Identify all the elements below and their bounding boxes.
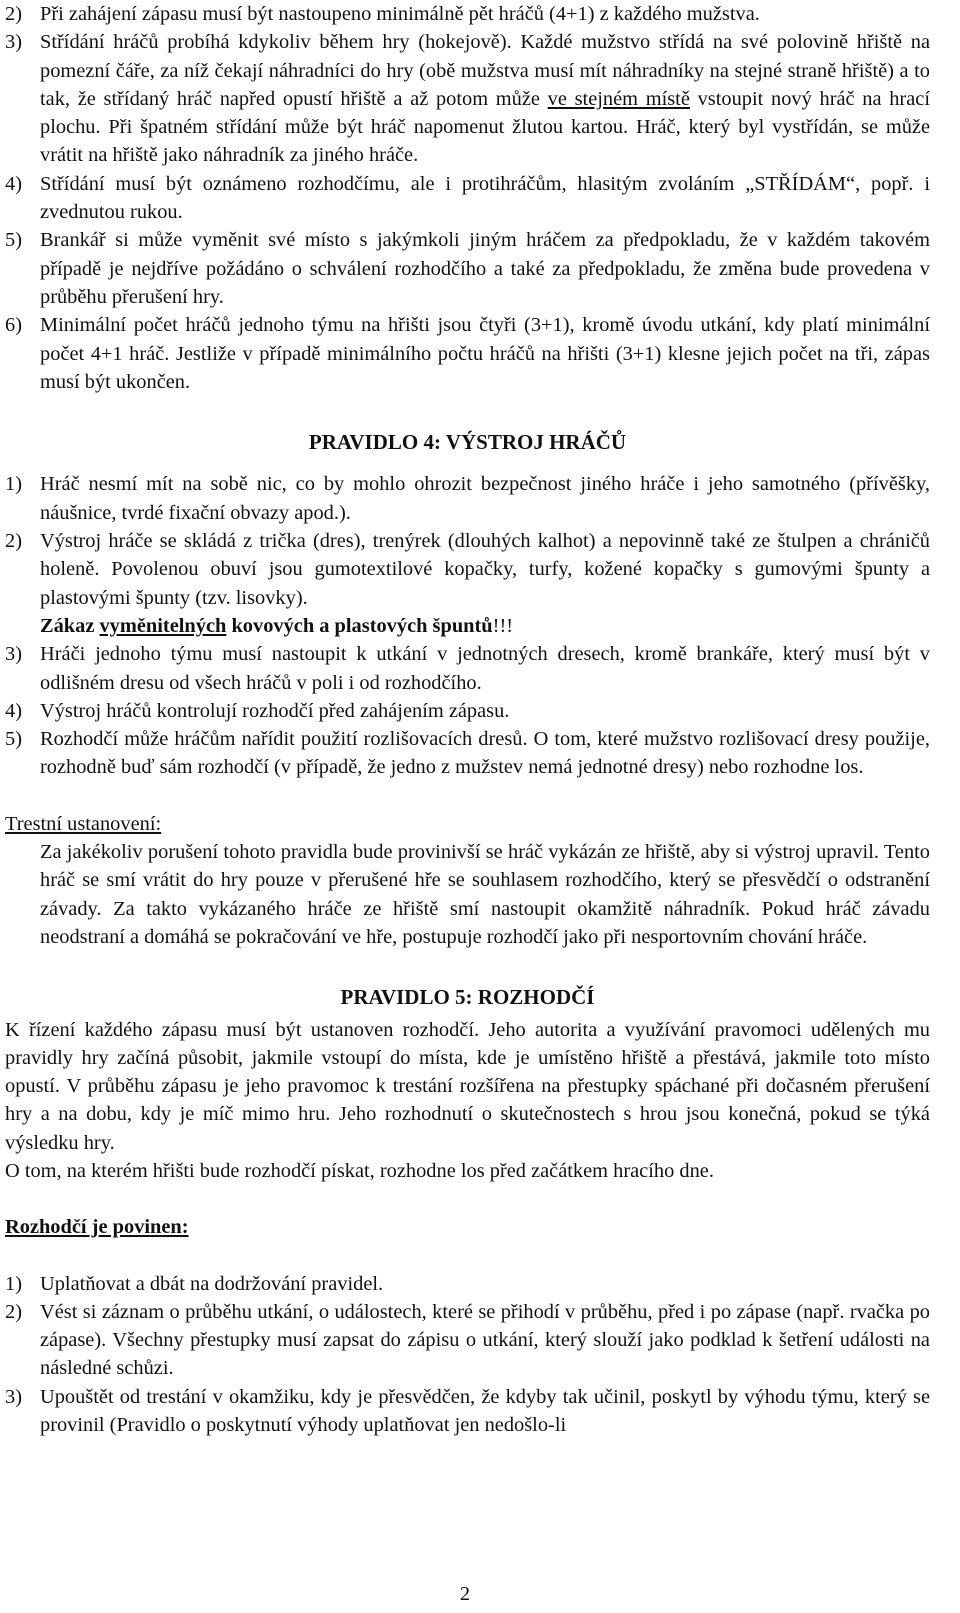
item-number: 5) (5, 229, 22, 252)
referee-duties-label: Rozhodčí je povinen: (5, 1216, 189, 1239)
item-number: 6) (5, 314, 22, 337)
item-text: Výstroj hráčů kontrolují rozhodčí před zahájením zápasu. (40, 699, 510, 722)
item-number: 2) (5, 1300, 22, 1323)
document-page (5, 0, 930, 1439)
rule3-item-3 (5, 28, 930, 169)
rule4-item-2 (5, 527, 930, 612)
rule3-item-4 (5, 170, 930, 227)
ban-text-part: kovových a plastových špuntů (226, 614, 493, 637)
item-text: Rozhodčí může hráčům nařídit použití rozlišovacích dresů. O tom, které mužstvo rozlišovací dresy použije, rozhodně buď sám rozhodčí (v případě, že jedno z mužstev nemá jednotné dresy) nebo rozhodne los. (40, 728, 930, 779)
ban-exclamation: !!! (492, 614, 514, 637)
spacer (5, 782, 930, 810)
rule3-item-2 (5, 0, 930, 28)
rule5-paragraph-1: K řízení každého zápasu musí být ustanoven rozhodčí. Jeho autorita a využívání pravomoci udělených mu pravidly hry začíná působit, jakmile vstoupí do místa, kde je umístěno hřiště a přestává, jakmile toto místo opustí. V průběhu zápasu je jeho pravomoc k trestání rozšířena na přestupky spáchané při dočasném přerušení hry a na dobu, kdy je míč mimo hru. Jeho rozhodnutí o skutečnostech s hrou jsou konečná, pokud se týká výsledku hry. (5, 1018, 930, 1154)
item-text: Při zahájení zápasu musí být nastoupeno minimálně pět hráčů (4+1) z každého mužstva. (40, 3, 760, 25)
ban-underlined-word: vyměnitelných (99, 614, 227, 637)
cleat-ban-notice (5, 612, 930, 640)
duty-item-3 (5, 1383, 930, 1440)
rule4-item-3 (5, 640, 930, 697)
penalty-text: Za jakékoliv porušení tohoto pravidla bude provinivší se hráč vykázán ze hřiště, aby si výstroj upravil. Tento hráč se smí vrátit do hry pouze v přerušené hře se souhlasem rozhodčího, který se přesvědčí o odstranění závady. Za takto vykázaného hráče ze hřiště smí nastoupit okamžitě náhradník. Pokud hráč závadu neodstraní a domáhá se pokračování ve hře, postupuje rozhodčí jako při nesportovním chování hráče. (40, 841, 930, 948)
item-number: 1) (5, 473, 22, 496)
item-text-part: vstoupit nový hráč na hrací plochu. Při špatném střídání může být hráč napomenut žlutou kartou. Hráč, který byl vystřídán, se může vrátit na hřiště jako náhradník za jiného hráče. (40, 87, 930, 167)
item-number: 3) (5, 643, 22, 666)
item-text: Uplatňovat a dbát na dodržování pravidel. (40, 1272, 384, 1295)
rule5-heading: PRAVIDLO 5: ROZHODČÍ (340, 985, 595, 1010)
item-number: 3) (5, 31, 22, 54)
ban-text-part: Zákaz (40, 614, 100, 637)
duty-item-1 (5, 1270, 930, 1298)
spacer (5, 951, 930, 979)
item-number: 5) (5, 728, 22, 751)
item-number: 3) (5, 1385, 22, 1408)
rule5-paragraph-2: O tom, na kterém hřišti bude rozhodčí pískat, rozhodne los před začátkem hracího dne. (5, 1159, 714, 1182)
rule4-heading: PRAVIDLO 4: VÝSTROJ HRÁČŮ (308, 430, 627, 455)
item-text: Střídání musí být oznámeno rozhodčímu, ale i protihráčům, hlasitým zvoláním „STŘÍDÁM“, popř. i zvednutou rukou. (40, 172, 930, 224)
duty-item-2 (5, 1298, 930, 1383)
item-number: 4) (5, 699, 22, 722)
penalty-label: Trestní ustanovení: (5, 812, 162, 835)
item-text: Upouštět od trestání v okamžiku, kdy je přesvědčen, že kdyby tak učinil, poskytl by výhodu týmu, který se provinil (Pravidlo o poskytnutí výhody uplatňovat jen nedošlo-li (40, 1385, 930, 1437)
item-text: Hráči jednoho týmu musí nastoupit k utkání v jednotných dresech, kromě brankáře, který musí být v odlišném dresu od všech hráčů v poli i od rozhodčího. (40, 643, 930, 694)
spacer (5, 1242, 930, 1270)
item-text: Výstroj hráče se skládá z trička (dres), trenýrek (dlouhých kalhot) a nepovinně také ze štulpen a chráničů holeně. Povolenou obuví jsou gumotextilové kopačky, turfy, kožené kopačky s gumovými špunty a plastovými špunty (tzv. lisovky). (40, 530, 930, 609)
item-number: 4) (5, 172, 22, 195)
item-text (40, 28, 930, 169)
page-number: 2 (459, 1583, 471, 1605)
item-text: Minimální počet hráčů jednoho týmu na hřišti jsou čtyři (3+1), kromě úvodu utkání, kdy platí minimální počet 4+1 hráč. Jestliže v případě minimálního počtu hráčů na hřišti (3+1) klesne jejich počet na tři, zápas musí být ukončen. (40, 314, 930, 393)
underlined-phrase: ve stejném místě (547, 87, 690, 110)
item-text-part: Střídání hráčů probíhá kdykoliv během hry (hokejově). Každé mužstvo střídá na své polovině hřiště na pomezní čáře, za níž čekají náhradníci do hry (obě mužstva musí mít náhradníky na stejné straně hřiště) a to tak, že střídaný hráč napřed opustí hřiště a až potom může (40, 31, 930, 110)
item-number: 2) (5, 3, 22, 25)
item-text: Brankář si může vyměnit své místo s jakýmkoli jiným hráčem za předpokladu, že v každém takovém případě je nejdříve požádáno o schválení rozhodčího a také za předpokladu, že změna bude provedena v průběhu přerušení hry. (40, 229, 930, 308)
spacer (5, 396, 930, 424)
rule4-item-5 (5, 725, 930, 782)
rule3-item-6 (5, 311, 930, 396)
item-number: 2) (5, 530, 22, 553)
item-text: Vést si záznam o průběhu utkání, o událostech, které se přihodí v průběhu, před i po zápase (např. rvačka po zápase). Všechny přestupky musí zapsat do zápisu o utkání, který slouží jako podklad k šetření události na následné schůzi. (40, 1300, 930, 1380)
rule3-item-5 (5, 226, 930, 311)
rule4-item-1 (5, 470, 930, 527)
item-number: 1) (5, 1272, 22, 1295)
item-text: Hráč nesmí mít na sobě nic, co by mohlo ohrozit bezpečnost jiného hráče i jeho samotného (přívěšky, náušnice, tvrdé fixační obvazy apod.). (40, 473, 930, 524)
rule4-item-4 (5, 697, 930, 725)
spacer (5, 1185, 930, 1213)
